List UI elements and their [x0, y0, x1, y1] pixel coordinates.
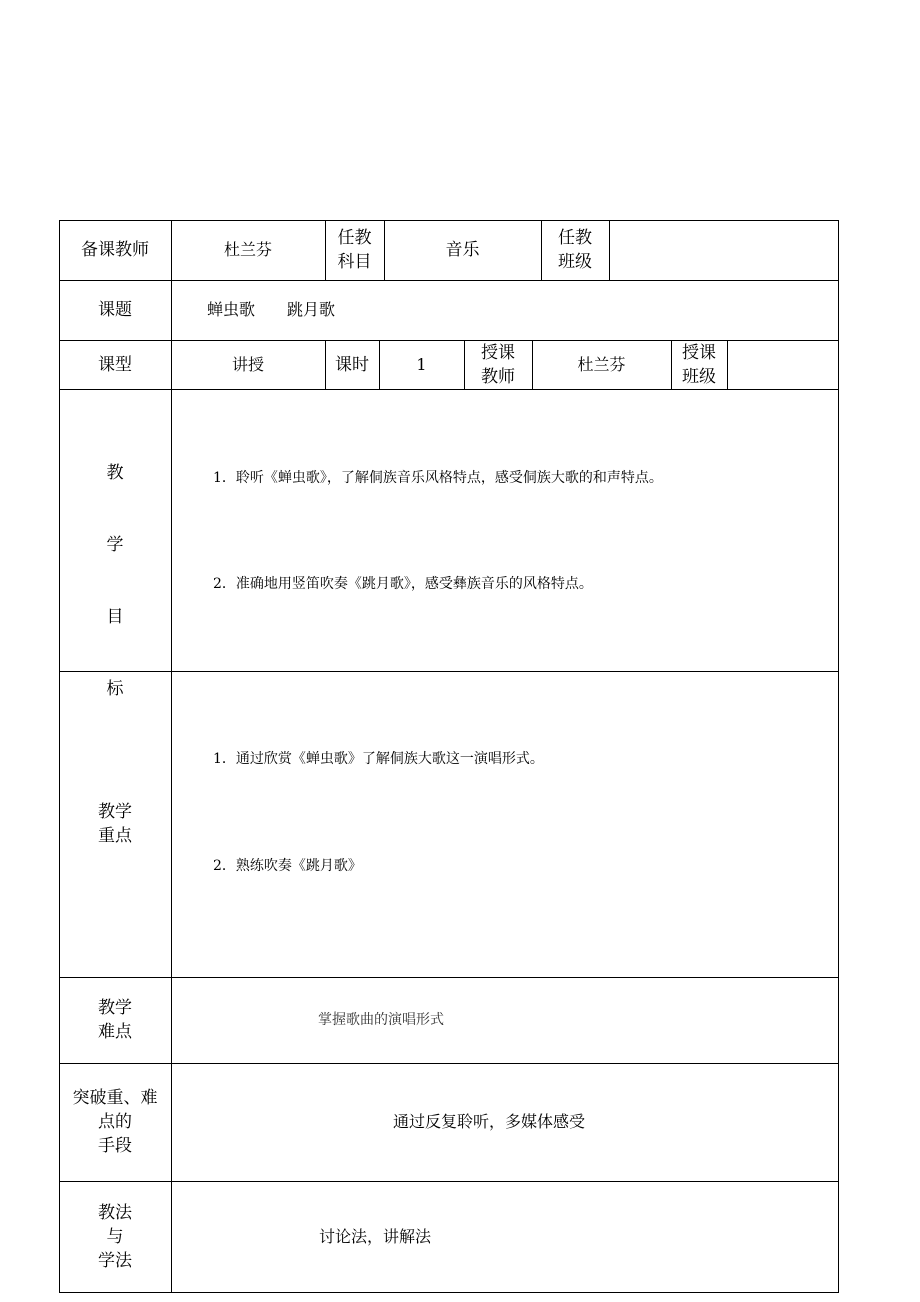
topic-label: 课题	[98, 300, 132, 320]
row-border-3	[59, 389, 839, 390]
objectives-label-char-1: 教	[106, 463, 124, 483]
lesson-type-label: 课型	[98, 354, 132, 375]
breakthrough-value: 通过反复聆听，多媒体感受	[393, 1112, 586, 1131]
breakthrough-label: 突破重、难 点的 手段	[72, 1088, 158, 1156]
teacher-value: 杜兰芬	[223, 240, 272, 259]
objectives-label	[59, 389, 171, 699]
objective-item-1: 1．聆听《蝉虫歌》，了解侗族音乐风格特点，感受侗族大歌的和声特点。	[213, 470, 663, 486]
difficulty-value: 掌握歌曲的演唱形式	[318, 1012, 444, 1028]
key-point-item-1: 1．通过欣赏《蝉虫歌》了解侗族大歌这一演唱形式。	[213, 751, 544, 767]
lesson-teacher-label: 授课 教师	[481, 342, 515, 387]
teacher-label: 备课教师	[81, 240, 149, 260]
difficulty-label: 教学 难点	[98, 998, 132, 1042]
key-points-label: 教学 重点	[98, 802, 132, 846]
row-border-4	[59, 671, 839, 672]
objectives-label-char-3: 目	[106, 607, 124, 627]
lesson-class-label: 授课 班级	[682, 342, 716, 387]
subject-value: 音乐	[445, 240, 480, 260]
objectives-label-char-2: 学	[106, 535, 124, 555]
key-point-item-2: 2．熟练吹奏《跳月歌》	[213, 858, 362, 874]
subject-label: 任教 科目	[337, 228, 372, 272]
lesson-type-value: 讲授	[231, 354, 264, 374]
class-value	[609, 220, 838, 280]
row-border-bottom	[59, 1292, 839, 1293]
class-label: 任教 班级	[558, 228, 592, 272]
lesson-hours-label: 课时	[335, 354, 369, 375]
lesson-plan-table	[59, 220, 839, 1293]
method-label: 教法 与 学法	[98, 1202, 132, 1271]
objectives-label-char-4: 标	[106, 679, 124, 699]
lesson-hours-value: 1	[416, 354, 427, 374]
lesson-class-value	[727, 340, 838, 389]
lesson-teacher-value: 杜兰芬	[577, 354, 626, 374]
topic-value: 蝉虫歌 跳月歌	[207, 300, 336, 319]
table-border-right	[838, 220, 839, 1293]
method-value: 讨论法，讲解法	[319, 1226, 432, 1246]
objective-item-2: 2．准确地用竖笛吹奏《跳月歌》，感受彝族音乐的风格特点。	[213, 576, 593, 592]
